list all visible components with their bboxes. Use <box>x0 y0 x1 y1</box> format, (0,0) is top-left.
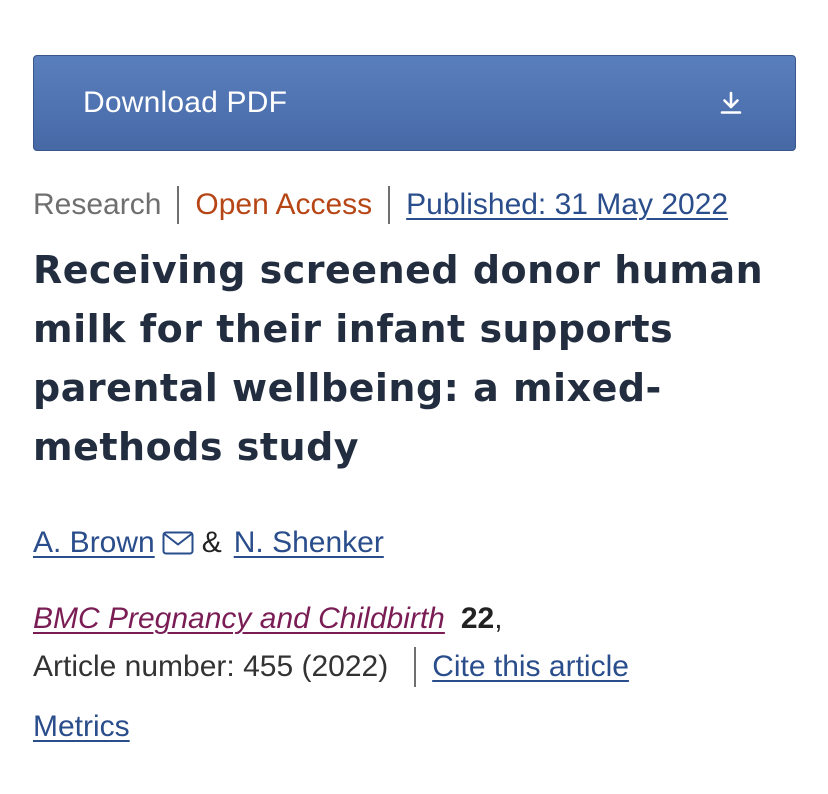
metrics-row <box>33 707 796 747</box>
article-number-row <box>33 647 796 687</box>
author-link-brown[interactable]: A. Brown <box>33 526 155 559</box>
article-title: Receiving screened donor human milk for their infant supports parental wellbeing: a mixed-methods study <box>33 248 764 469</box>
article-header <box>33 55 796 747</box>
author-separator: & <box>201 526 222 559</box>
cite-this-article-link[interactable]: Cite this article <box>432 650 629 683</box>
article-type: Research <box>33 188 162 221</box>
mail-icon[interactable] <box>162 531 194 555</box>
meta-divider <box>388 186 390 224</box>
download-pdf-button[interactable] <box>33 55 796 151</box>
citation-divider <box>414 647 416 687</box>
journal-citation <box>33 599 796 639</box>
metrics-link[interactable]: Metrics <box>33 710 130 743</box>
download-pdf-label: Download PDF <box>83 86 288 119</box>
article-number: Article number: 455 (2022) <box>33 650 389 683</box>
download-icon <box>719 91 743 115</box>
author-link-shenker[interactable]: N. Shenker <box>233 526 384 559</box>
meta-divider <box>177 186 179 224</box>
open-access-badge: Open Access <box>195 188 373 221</box>
author-list <box>33 523 796 563</box>
article-meta <box>33 185 796 225</box>
volume-suffix: , <box>494 602 503 635</box>
journal-volume: 22 <box>460 602 495 635</box>
journal-link[interactable]: BMC Pregnancy and Childbirth <box>33 602 445 635</box>
published-date-link[interactable]: Published: 31 May 2022 <box>406 188 729 221</box>
